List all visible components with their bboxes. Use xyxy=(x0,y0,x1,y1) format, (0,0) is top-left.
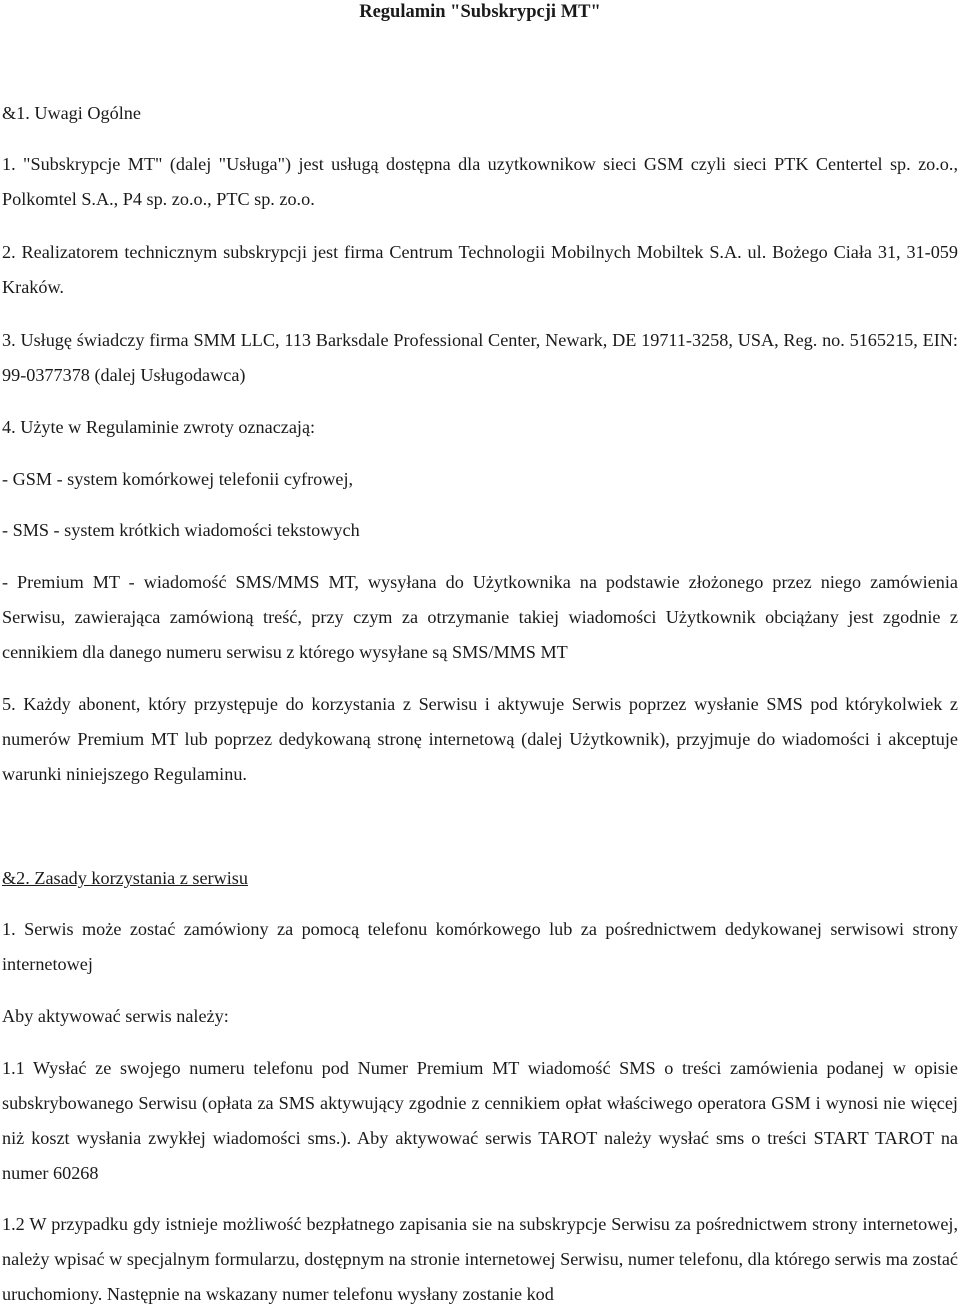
section1-paragraph-2: 2. Realizatorem technicznym subskrypcji jest firma Centrum Technologii Mobilnych Mobiltek S.A. ul. Bożego Ciała 31, 31-059 Kraków. xyxy=(2,242,958,297)
section1-paragraph-5: 5. Każdy abonent, który przystępuje do korzystania z Serwisu i aktywuje Serwis poprzez wysłanie SMS pod którykolwiek z numerów Premium MT lub poprzez dedykowaną stronę internetową (dalej Użytkownik), przyjmuje do wiadomości i akceptuje warunki niniejszego Regulaminu. xyxy=(2,694,958,784)
definition-gsm: - GSM - system komórkowej telefonii cyfrowej, xyxy=(2,469,354,489)
section1-paragraph-4: 4. Użyte w Regulaminie zwroty oznaczają: xyxy=(2,417,316,437)
section2-paragraph-1: 1. Serwis może zostać zamówiony za pomocą telefonu komórkowego lub za pośrednictwem dedykowanej serwisowi strony internetowej xyxy=(2,919,958,974)
section1-heading: &1. Uwagi Ogólne xyxy=(2,103,141,123)
definition-sms: - SMS - system krótkich wiadomości tekstowych xyxy=(2,520,360,540)
section1-paragraph-1: 1. "Subskrypcje MT" (dalej "Usługa") jest usługą dostępna dla uzytkownikow sieci GSM czyli sieci PTK Centertel sp. zo.o., Polkomtel S.A., P4 sp. zo.o., PTC sp. zo.o. xyxy=(2,154,958,209)
section2-paragraph-1-2: 1.2 W przypadku gdy istnieje możliwość bezpłatnego zapisania sie na subskrypcje Serwisu za pośrednictwem strony internetowej, należy wpisać w specjalnym formularzu, dostępnym na stronie internetowej Serwisu, numer telefonu, dla którego serwis ma zostać uruchomiony. Następnie na wskazany numer telefonu wysłany zostanie kod xyxy=(2,1214,958,1304)
section1-paragraph-3: 3. Usługę świadczy firma SMM LLC, 113 Barksdale Professional Center, Newark, DE 19711-3258, USA, Reg. no. 5165215, EIN: 99-0377378 (dalej Usługodawca) xyxy=(2,330,958,385)
section2-paragraph-1-1: 1.1 Wysłać ze swojego numeru telefonu pod Numer Premium MT wiadomość SMS o treści zamówienia podanej w opisie subskrybowanego Serwisu (opłata za SMS aktywujący zgodnie z cennikiem opłat właściwego operatora GSM i wynosi nie więcej niż koszt wysłania zwykłej wiadomości sms.). Aby aktywować serwis TAROT należy wysłać sms o treści START TAROT na numer 60268 xyxy=(2,1058,958,1183)
definition-premium-mt: - Premium MT - wiadomość SMS/MMS MT, wysyłana do Użytkownika na podstawie złożonego przez niego zamówienia Serwisu, zawierająca zamówioną treść, przy czym za otrzymanie takiej wiadomości Użytkownik obciążany jest zgodnie z cennikiem dla danego numeru serwisu z którego wysyłane są SMS/MMS MT xyxy=(2,572,958,662)
document-title: Regulamin "Subskrypcji MT" xyxy=(359,2,601,22)
section2-heading: &2. Zasady korzystania z serwisu xyxy=(2,868,248,888)
activation-intro: Aby aktywować serwis należy: xyxy=(2,1006,229,1026)
